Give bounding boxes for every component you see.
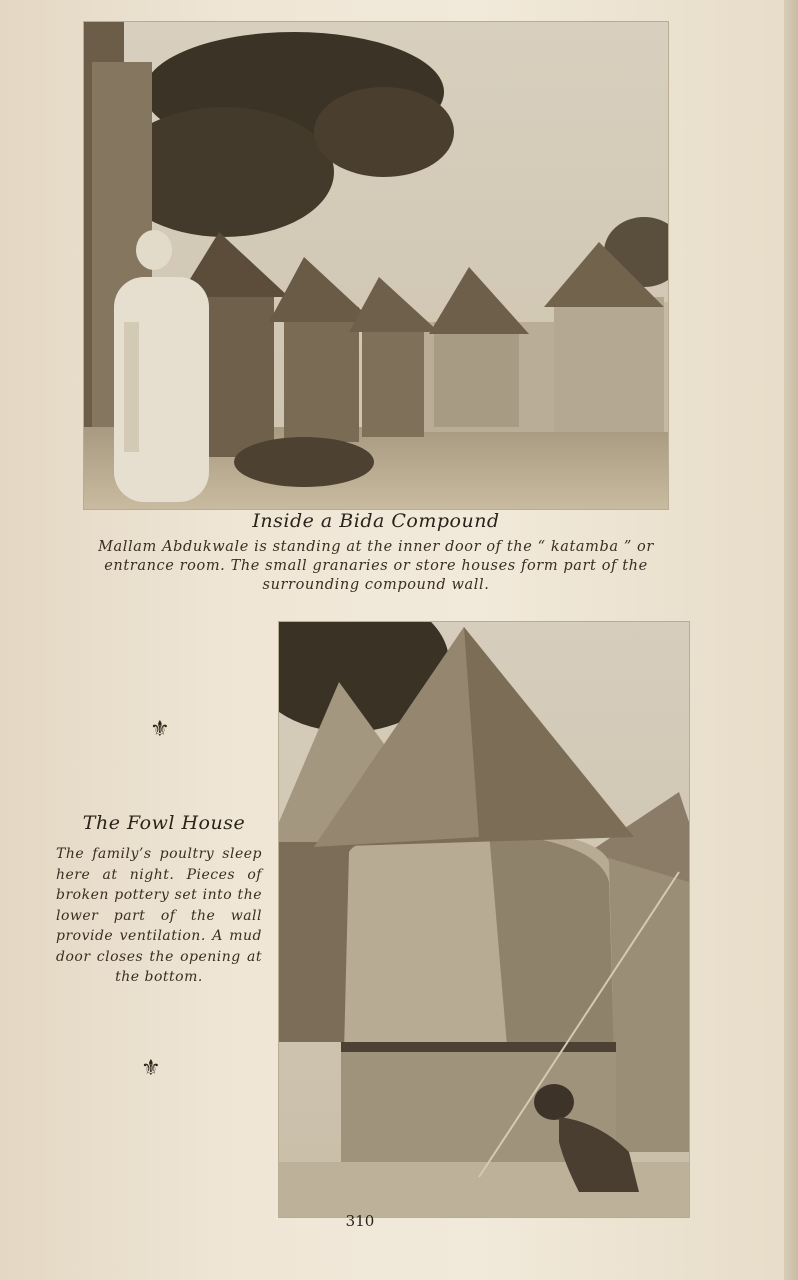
caption-side-text: The family’s poultry sleep here at night. Pieces of broken pottery set into the lower part of the wall provide ventilation. A mud door closes the opening at the bottom. xyxy=(56,846,262,985)
caption-top-text: Mallam Abdukwale is standing at the inner door of the “ katamba ” or entrance room. The small granaries or store houses form part of the surrounding compound wall. xyxy=(98,539,654,593)
photo-fowl-house xyxy=(279,622,689,1217)
photo-bida-compound xyxy=(84,22,668,509)
caption-top-title: Inside a Bida Compound xyxy=(252,510,500,532)
page-number: 310 xyxy=(345,1212,375,1230)
fleuron-ornament-bottom: ⚜ xyxy=(141,1056,161,1081)
page-spine-shadow xyxy=(784,0,798,1280)
fleuron-ornament-top: ⚜ xyxy=(150,717,170,742)
caption-side-title: The Fowl House xyxy=(82,812,246,834)
photo-bida-compound-image xyxy=(84,22,668,509)
photo-fowl-house-image xyxy=(279,622,689,1217)
